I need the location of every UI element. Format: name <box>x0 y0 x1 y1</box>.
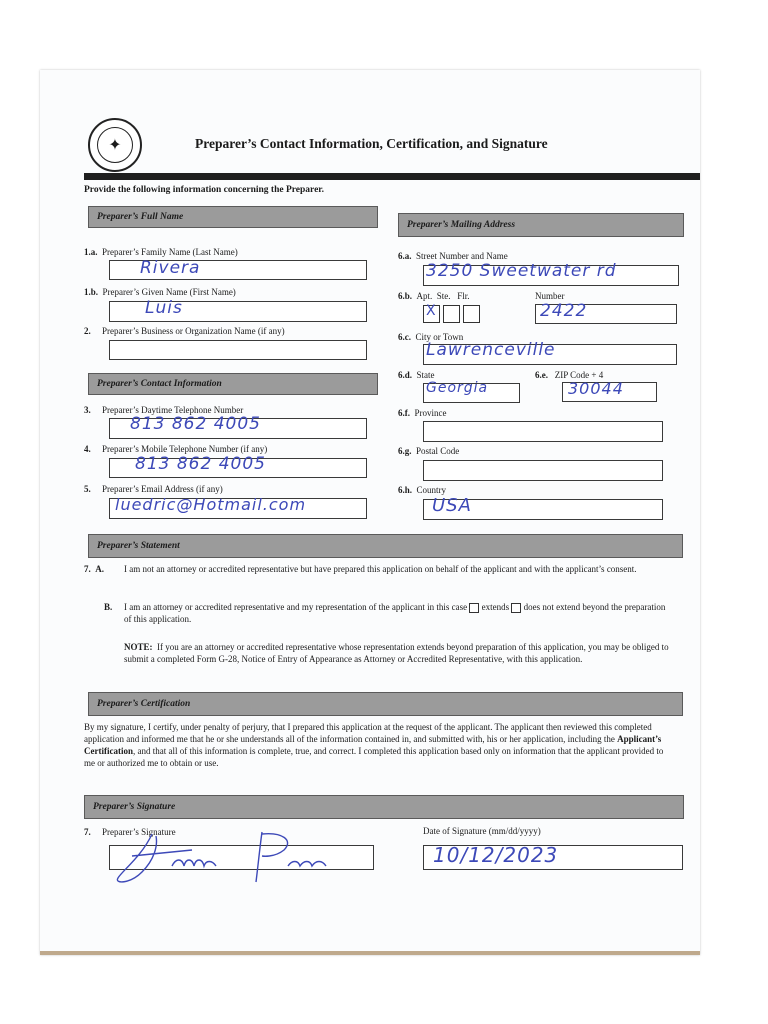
signature-label: 7. Preparer’s Signature <box>84 827 176 837</box>
signature-date-label: Date of Signature (mm/dd/yyyy) <box>423 826 541 836</box>
page-title: Preparer’s Contact Information, Certification, and Signature <box>195 136 548 151</box>
does-not-extend-checkbox[interactable] <box>511 603 521 613</box>
signature-scribble <box>112 826 352 888</box>
province-field[interactable] <box>423 421 663 442</box>
ste-checkbox[interactable] <box>443 305 460 323</box>
family-name-value: Rivera <box>140 258 201 278</box>
apt-check-mark: X <box>426 303 437 319</box>
section-statement: Preparer’s Statement <box>88 534 683 558</box>
section-full-name: Preparer’s Full Name <box>88 206 378 228</box>
field-6h-label: 6.h. Country <box>398 485 447 495</box>
field-6b-label: 6.b. Apt. Ste. Flr. <box>398 291 470 301</box>
section-mailing-address: Preparer’s Mailing Address <box>398 213 684 237</box>
statement-a-text: I am not an attorney or accredited representative but have prepared this application on behalf of the applicant and with the applicant’s consent. <box>124 564 637 574</box>
section-contact-info: Preparer’s Contact Information <box>88 373 378 395</box>
statement-note: NOTE: If you are an attorney or accredited representative whose representation extends beyond preparation of this application, you may be obliged to submit a completed Form G-28, Notice of Entry of Appearance as Attorney or Accredited Representative, with this application. <box>124 642 669 664</box>
flr-checkbox[interactable] <box>463 305 480 323</box>
zip-value: 30044 <box>568 379 624 398</box>
city-value: Lawrenceville <box>426 340 556 360</box>
field-1b-label: 1.b. Preparer’s Given Name (First Name) <box>84 287 236 297</box>
form-page <box>40 70 700 955</box>
email-value: luedric@Hotmail.com <box>115 495 307 514</box>
field-6a-label: 6.a. Street Number and Name <box>398 251 508 261</box>
field-6d-label: 6.d. State <box>398 370 435 380</box>
given-name-value: Luis <box>145 298 183 318</box>
header-rule <box>84 173 700 180</box>
number-label: Number <box>535 291 565 301</box>
business-name-field[interactable] <box>109 340 367 360</box>
intro-text: Provide the following information concerning the Preparer. <box>84 185 325 195</box>
country-value: USA <box>432 495 472 516</box>
field-6g-label: 6.g. Postal Code <box>398 446 460 456</box>
section-certification: Preparer’s Certification <box>88 692 683 716</box>
field-5-label: 5. Preparer’s Email Address (if any) <box>84 484 223 494</box>
dhs-seal-icon <box>88 118 142 172</box>
statement-number: 7. A. <box>84 564 104 574</box>
field-3-label: 3. Preparer’s Daytime Telephone Number <box>84 405 244 415</box>
street-value: 3250 Sweetwater rd <box>426 261 617 281</box>
field-6f-label: 6.f. Province <box>398 408 447 418</box>
mobile-phone-value: 813 862 4005 <box>135 454 266 474</box>
field-1a-label: 1.a. Preparer’s Family Name (Last Name) <box>84 247 238 257</box>
statement-b-text: I am an attorney or accredited representative and my representation of the applicant in this case extends does not extend beyond the preparation of this application. <box>124 602 666 624</box>
statement-b-letter: B. <box>104 602 113 612</box>
eagle-icon: ✦ <box>97 127 133 163</box>
field-2-label: 2. Preparer’s Business or Organization Name (if any) <box>84 326 285 336</box>
state-value: Georgia <box>426 380 489 396</box>
extends-checkbox[interactable] <box>469 603 479 613</box>
certification-text: By my signature, I certify, under penalty of perjury, that I prepared this application at the request of the applicant. The applicant then reviewed this completed application and informed me that he or she understands all of the information contained in, and submitted with, his or her application, including the Applicant’s Certification, and that all of this information is complete, true, and correct. I completed this application based only on information that the applicant provided to me or authorized me to obtain or use. <box>84 722 664 768</box>
field-6e-label: 6.e. ZIP Code + 4 <box>535 370 604 380</box>
field-6c-label: 6.c. City or Town <box>398 332 464 342</box>
postal-code-field[interactable] <box>423 460 663 481</box>
unit-number-value: 2422 <box>540 301 588 321</box>
signature-date-value: 10/12/2023 <box>433 843 559 867</box>
field-4-label: 4. Preparer’s Mobile Telephone Number (if any) <box>84 444 268 454</box>
daytime-phone-value: 813 862 4005 <box>130 414 261 434</box>
section-signature: Preparer’s Signature <box>84 795 684 819</box>
